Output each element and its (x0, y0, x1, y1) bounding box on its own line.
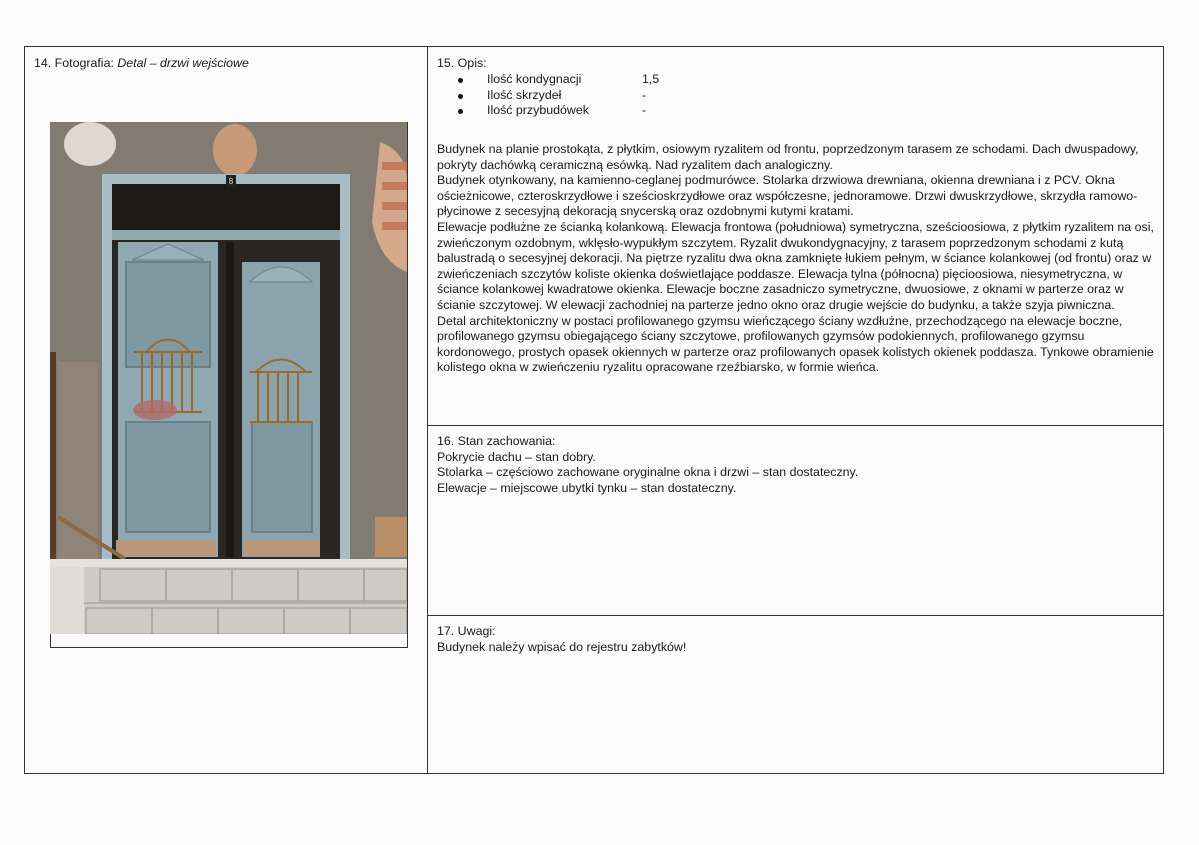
uwagi-heading: 17. Uwagi: (437, 624, 496, 638)
list-item-value: - (642, 87, 647, 102)
list-item-label: Ilość kondygnacji (487, 72, 582, 86)
bullet-icon (458, 94, 463, 99)
list-item-label: Ilość skrzydeł (487, 87, 562, 102)
photo-section-caption: Detal – drzwi wejściowe (117, 56, 249, 70)
bullet-icon (458, 109, 463, 114)
description-paragraph: Budynek na planie prostokąta, z płytkim, osiowym ryzalitem od frontu, poprzedzonym tarasem ze schodami. Dach dwuspadowy, pokryty dachówką ceramiczną esówką. Nad ryzalitem dach analogiczny. (437, 142, 1139, 172)
description-paragraph: Elewacje podłużne ze ścianką kolankową. Elewacja frontowa (południowa) symetryczna, sześcioosiowa, z płytkim ryzalitem na osi, zwieńczonym ozdobnym, wklęsło-wypukłym szczytem. Ryzalit dwukondygnacyjny, z tarasem poprzedzonym schodami z kutą balustradą o secesyjnej dekoracji. Na piętrze ryzalitu dwa okna zamknięte łukiem pełnym, w ściance kolankowej (od frontu) oraz w zwieńczeniach szczytów koliste okienka doświetlające poddasze. Elewacja tylna (północna) pięcioosiowa, niesymetryczna, w ściance kolankowej kwadratowe okienka. Elewacje boczne zasadniczo symetryczne, dwuosiowe, z oknami w parterze oraz w ścianie szczytowej. W elewacji zachodniej na parterze jedno okno oraz drugie wejście do budynku, a także szyja piwniczna. (437, 219, 1154, 312)
column-divider (427, 46, 428, 774)
description-paragraph: Budynek otynkowany, na kamienno-ceglanej podmurówce. Stolarka drzwiowa drewniana, okienna drewniana i z PCV. Okna ościeżnicowe, czteroskrzydłowe i sześcioskrzydłowe oraz współczesne, jednoramowe. Drzwi dwuskrzydłowe, skrzydła ramowo-płycinowe z secesyjną dekoracją snycerską oraz ozdobnymi kutymi kratami. (437, 173, 1138, 219)
stan-section (437, 434, 1155, 496)
list-item-value: - (642, 103, 647, 117)
list-item-label: Ilość przybudówek (487, 103, 589, 117)
stan-line: Stolarka – częściowo zachowane oryginalne okna i drzwi – stan dostateczny. (437, 465, 859, 480)
stan-line: Elewacje – miejscowe ubytki tynku – stan dostateczny. (437, 480, 737, 495)
stan-line: Pokrycie dachu – stan dobry. (437, 449, 596, 464)
opis-heading: 15. Opis: (437, 56, 487, 70)
uwagi-section (437, 624, 1155, 655)
list-item-value: 1,5 (642, 72, 660, 86)
row-divider-17 (427, 615, 1164, 616)
stan-heading: 16. Stan zachowania: (437, 434, 556, 448)
opis-description (437, 142, 1155, 376)
row-divider-16 (427, 425, 1164, 426)
description-paragraph: Detal architektoniczny w postaci profilowanego gzymsu wieńczącego ściany wzdłużne, przechodzącego na elewacje boczne, profilowanego gzymsu obiegającego ściany szczytowe, profilowanych gzymsów podokiennych, profilowanego gzymsu kordonowego, prostych opasek okiennych w parterze oraz profilowanych opasek kolistych okienek poddasza. Tynkowe obramienie kolistego okna w zwieńczeniu ryzalitu opracowane rzeźbiarsko, w formie wieńca. (437, 313, 1154, 375)
uwagi-text: Budynek należy wpisać do rejestru zabytków! (437, 639, 687, 654)
photo-section-title (34, 56, 249, 72)
door-photograph (50, 122, 407, 634)
bullet-icon (458, 78, 463, 83)
house-number: 8 (228, 177, 234, 186)
photo-section-number: 14. Fotografia: (34, 56, 118, 70)
